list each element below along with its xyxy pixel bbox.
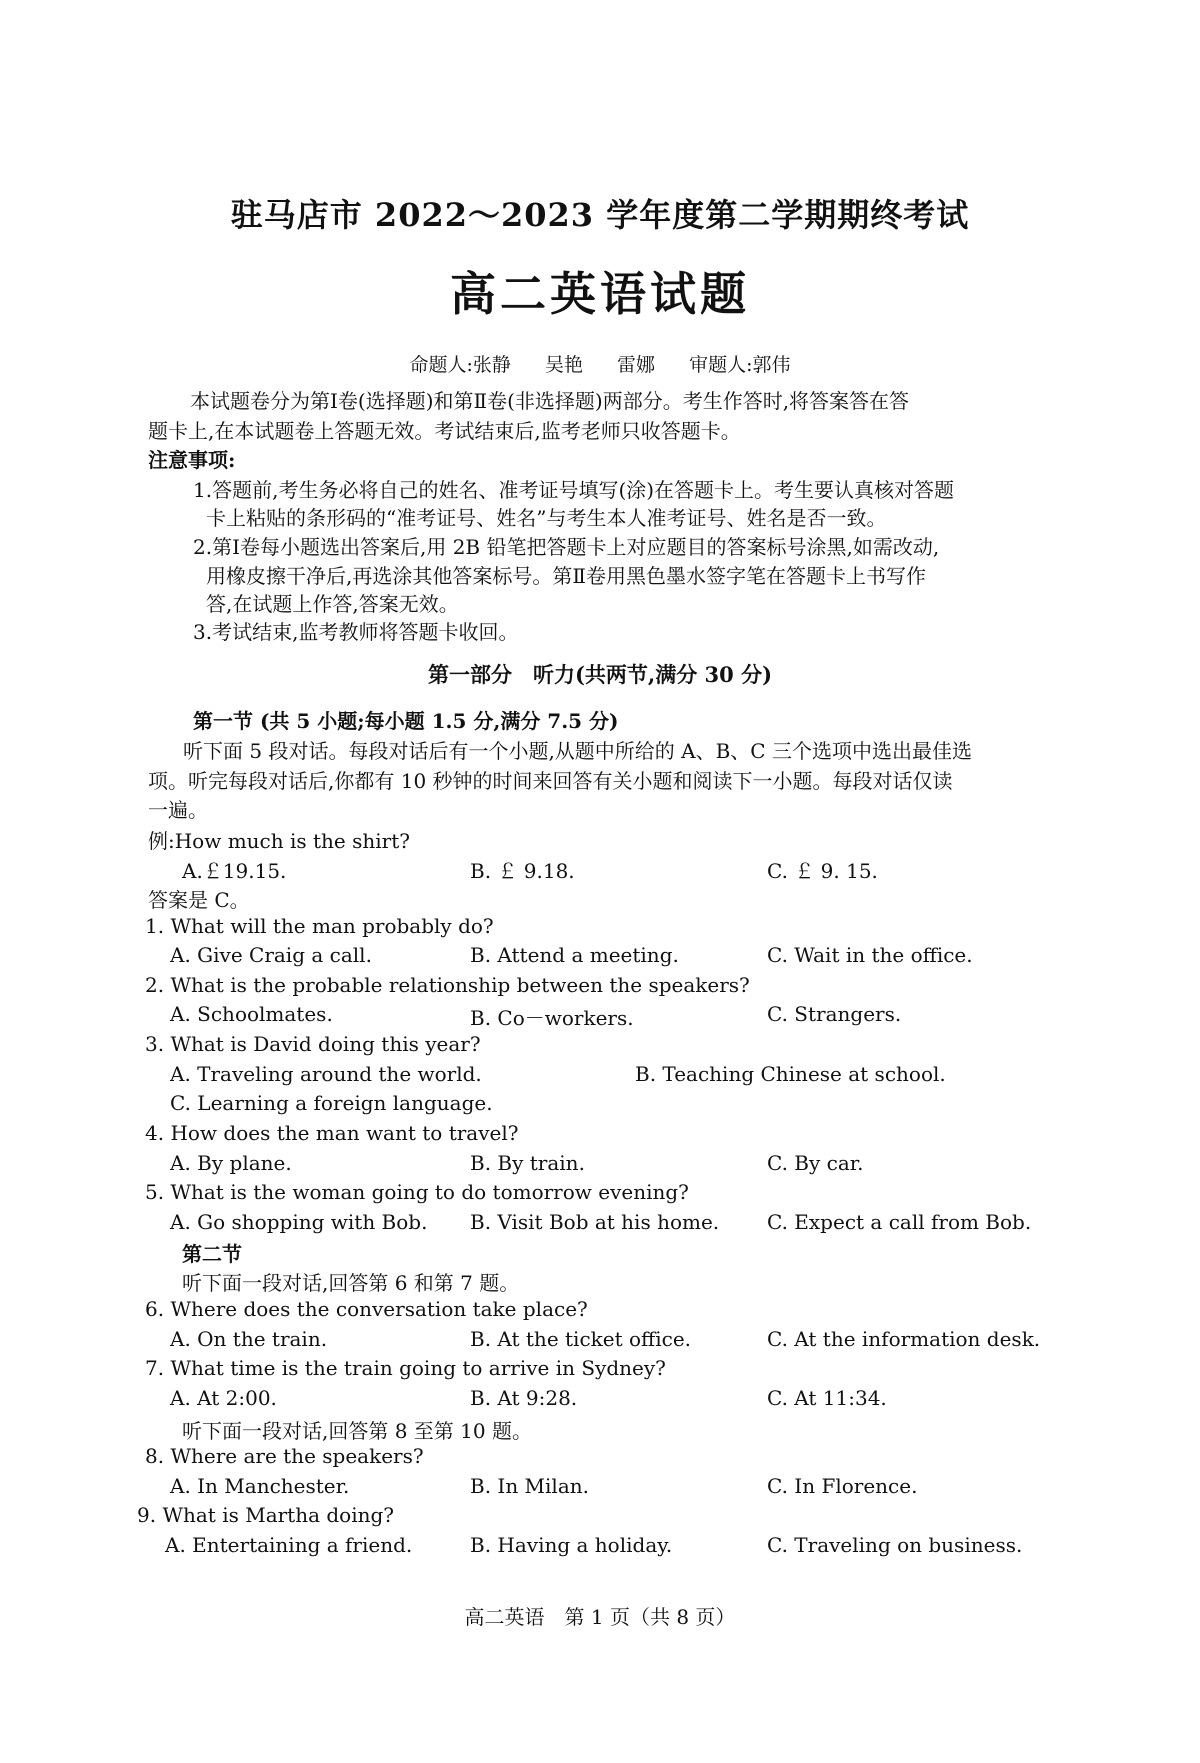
q9-option-c: C. Traveling on business. — [767, 1533, 1023, 1557]
q9-option-b: B. Having a holiday. — [470, 1533, 673, 1557]
q3-option-b: B. Teaching Chinese at school. — [635, 1062, 946, 1086]
q2-option-b: B. Co－workers. — [470, 1006, 634, 1030]
question-3: 3. What is David doing this year? — [145, 1032, 481, 1056]
question-9: 9. What is Martha doing? — [137, 1503, 395, 1527]
q3-option-c: C. Learning a foreign language. — [170, 1091, 493, 1115]
notes-heading: 注意事项: — [148, 448, 236, 472]
setter-3: 雷娜 — [617, 354, 656, 376]
q7-option-c: C. At 11:34. — [767, 1386, 887, 1410]
q3-option-a: A. Traveling around the world. — [170, 1062, 482, 1086]
paper-title: 高二英语试题 — [450, 267, 750, 321]
question-4: 4. How does the man want to travel? — [145, 1121, 519, 1145]
sec1-instr-1: 听下面 5 段对话。每段对话后有一个小题,从题中所给的 A、B、C 三个选项中选出最佳选 — [183, 739, 972, 763]
q2-option-a: A. Schoolmates. — [170, 1002, 333, 1026]
example-option-c: C. ￡ 9. 15. — [767, 859, 878, 883]
setter-2: 吴艳 — [544, 354, 583, 376]
note-1-line-2: 卡上粘贴的条形码的“准考证号、姓名”与考生本人准考证号、姓名是否一致。 — [206, 506, 887, 530]
note-1-line-1: 1.答题前,考生务必将自己的姓名、准考证号填写(涂)在答题卡上。考生要认真核对答题 — [193, 478, 955, 502]
setter-1: 命题人:张静 — [409, 354, 511, 376]
intro-line-1: 本试题卷分为第Ⅰ卷(选择题)和第Ⅱ卷(非选择题)两部分。考生作答时,将答案答在答 — [190, 389, 910, 413]
sec1-heading: 第一节 (共 5 小题;每小题 1.5 分,满分 7.5 分) — [193, 709, 619, 733]
q7-option-a: A. At 2:00. — [170, 1386, 277, 1410]
q5-option-b: B. Visit Bob at his home. — [470, 1210, 720, 1234]
note-3: 3.考试结束,监考教师将答题卡收回。 — [193, 620, 519, 644]
reviewer: 审题人:郭伟 — [689, 354, 791, 376]
q5-option-a: A. Go shopping with Bob. — [170, 1210, 428, 1234]
exam-title: 驻马店市 2022～2023 学年度第二学期期终考试 — [230, 196, 970, 234]
q6-option-a: A. On the train. — [170, 1327, 328, 1351]
q1-option-a: A. Give Craig a call. — [170, 943, 372, 967]
authors-line — [0, 350, 1200, 377]
q1-option-c: C. Wait in the office. — [767, 943, 973, 967]
intro-line-2: 题卡上,在本试题卷上答题无效。考试结束后,监考老师只收答题卡。 — [148, 419, 741, 443]
sec1-instr-2: 项。听完每段对话后,你都有 10 秒钟的时间来回答有关小题和阅读下一小题。每段对话仅读 — [148, 769, 953, 793]
q6-option-b: B. At the ticket office. — [470, 1327, 692, 1351]
question-6: 6. Where does the conversation take place? — [145, 1297, 588, 1321]
q8-option-b: B. In Milan. — [470, 1474, 589, 1498]
q6-option-c: C. At the information desk. — [767, 1327, 1041, 1351]
note-2-line-1: 2.第Ⅰ卷每小题选出答案后,用 2B 铅笔把答题卡上对应题目的答案标号涂黑,如需改动, — [193, 535, 940, 559]
question-1: 1. What will the man probably do? — [145, 914, 494, 938]
question-8: 8. Where are the speakers? — [145, 1444, 424, 1468]
page-footer: 高二英语 第 1 页（共 8 页） — [464, 1605, 736, 1629]
q8-option-a: A. In Manchester. — [170, 1474, 350, 1498]
q4-option-c: C. By car. — [767, 1151, 864, 1175]
q1-option-b: B. Attend a meeting. — [470, 943, 679, 967]
q9-option-a: A. Entertaining a friend. — [165, 1533, 413, 1557]
question-5: 5. What is the woman going to do tomorrow evening? — [145, 1180, 689, 1204]
example-answer: 答案是 C。 — [148, 888, 250, 912]
sec2-instr-1: 听下面一段对话,回答第 6 和第 7 题。 — [182, 1271, 520, 1295]
part1-heading: 第一部分 听力(共两节,满分 30 分) — [427, 662, 773, 687]
q4-option-b: B. By train. — [470, 1151, 585, 1175]
sec1-instr-3: 一遍。 — [148, 798, 208, 822]
example-option-b: B. ￡ 9.18. — [470, 859, 575, 883]
sec2-heading: 第二节 — [182, 1242, 242, 1266]
q5-option-c: C. Expect a call from Bob. — [767, 1210, 1032, 1234]
note-2-line-3: 答,在试题上作答,答案无效。 — [206, 592, 459, 616]
sec2-instr-2: 听下面一段对话,回答第 8 至第 10 题。 — [182, 1419, 532, 1443]
q7-option-b: B. At 9:28. — [470, 1386, 578, 1410]
question-7: 7. What time is the train going to arrive in Sydney? — [145, 1356, 666, 1380]
q2-option-c: C. Strangers. — [767, 1002, 902, 1026]
q8-option-c: C. In Florence. — [767, 1474, 918, 1498]
example-option-a: A.￡19.15. — [182, 859, 287, 883]
question-2: 2. What is the probable relationship between the speakers? — [145, 973, 750, 997]
note-2-line-2: 用橡皮擦干净后,再选涂其他答案标号。第Ⅱ卷用黑色墨水签字笔在答题卡上书写作 — [206, 564, 926, 588]
example-question: 例:How much is the shirt? — [148, 829, 410, 853]
q4-option-a: A. By plane. — [170, 1151, 292, 1175]
